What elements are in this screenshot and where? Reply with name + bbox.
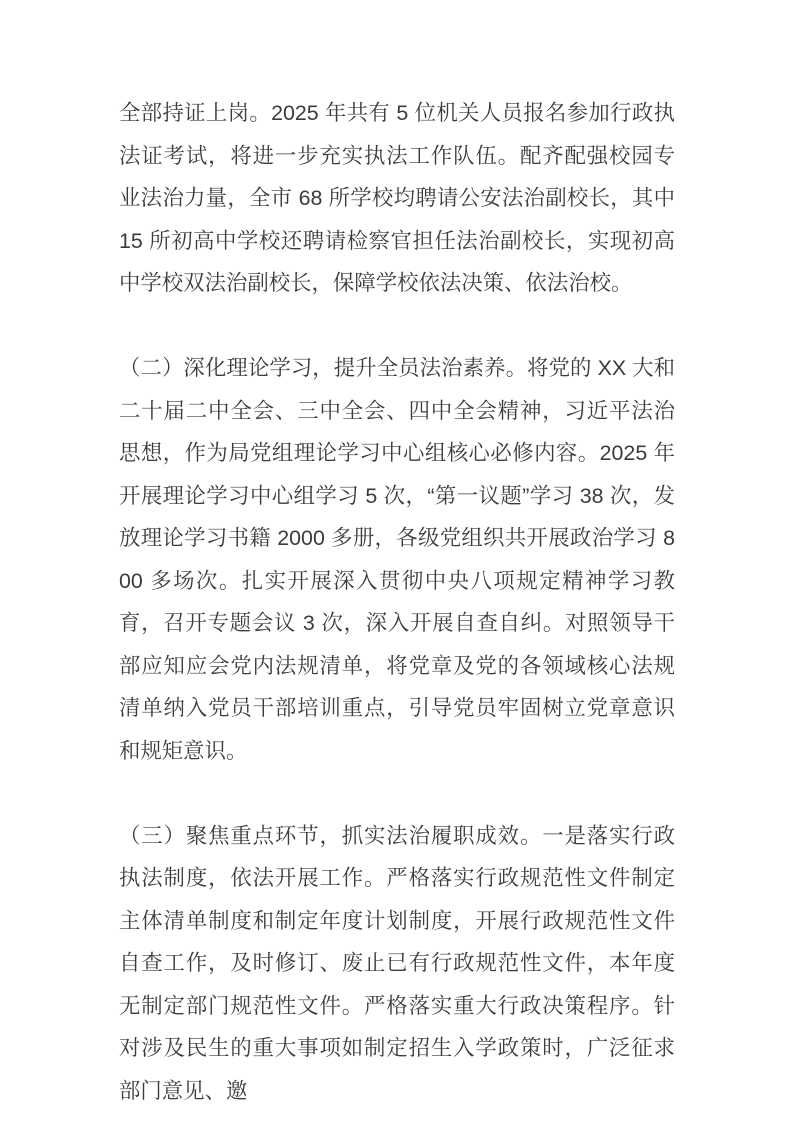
paragraph: 全部持证上岗。2025 年共有 5 位机关人员报名参加行政执法证考试，将进一步充实执法工作队伍。配齐配强校园专业法治力量，全市 68 所学校均聘请公安法治副校长，其中 15 所初高中学校还聘请检察官担任法治副校长，实现初高中学校双法治副校长，保障学校依法决策、依法治校。 (119, 101, 675, 295)
paragraph: （三）聚焦重点环节，抓实法治履职成效。一是落实行政执法制度，依法开展工作。严格落实行政规范性文件制定主体清单制度和制定年度计划制度，开展行政规范性文件自查工作，及时修订、废止已有行政规范性文件，本年度无制定部门规范性文件。严格落实重大行政决策程序。针对涉及民生的重大事项如制定招生入学政策时，广泛征求部门意见、邀 (119, 823, 675, 1103)
document-text-block (119, 92, 675, 1112)
paragraph: （二）深化理论学习，提升全员法治素养。将党的 XX 大和二十届二中全会、三中全会、四中全会精神，习近平法治思想，作为局党组理论学习中心组核心必修内容。2025 年开展理论学习中心组学习 5 次，“第一议题”学习 38 次，发放理论学习书籍 2000 多册，各级党组织共开展政治学习 800 多场次。扎实开展深入贯彻中央八项规定精神学习教育，召开专题会议 3 次，深入开展自查自纠。对照领导干部应知应会党内法规清单，将党章及党的各领域核心法规清单纳入党员干部培训重点，引导党员牢固树立党章意识和规矩意识。 (119, 356, 675, 763)
